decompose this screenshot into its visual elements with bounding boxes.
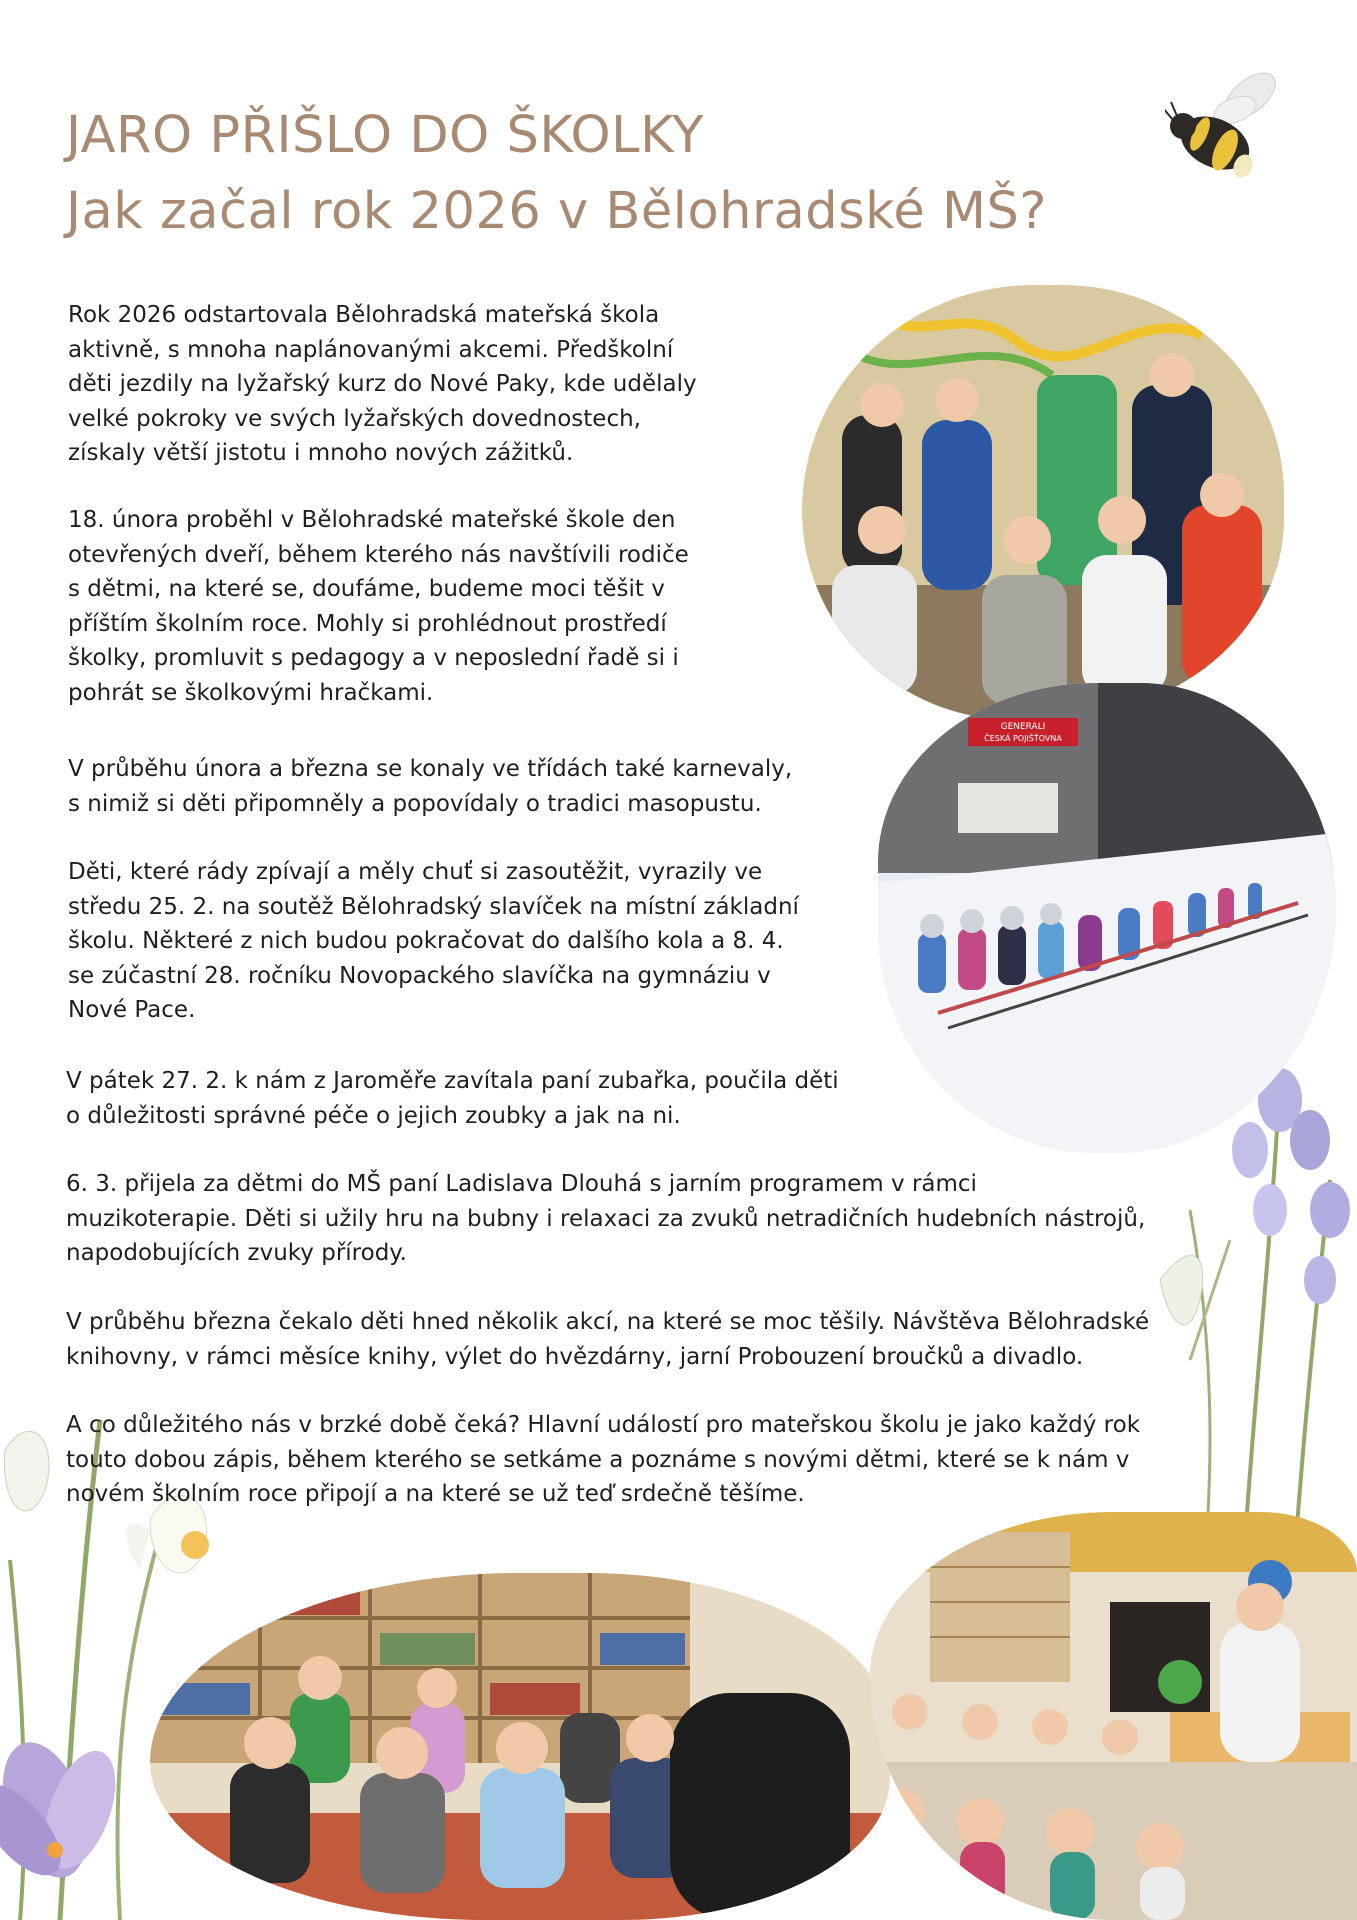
ski-course-photo — [878, 683, 1336, 1153]
paragraph-dentist: V pátek 27. 2. k nám z Jaroměře zavítala paní zubařka, poučila děti o důležitosti správné péče o jejich zoubky a jak na ni. — [66, 1068, 839, 1129]
title-line-2: Jak začal rok 2026 v Bělohradské MŠ? — [66, 182, 1047, 241]
ski-sign-line-2: ČESKÁ POJIŠŤOVNA — [984, 734, 1062, 743]
paragraph-ski-course: Rok 2026 odstartovala Bělohradská mateřská škola aktivně, s mnoha naplánovanými akcemi. Předškolní děti jezdily na lyžařský kurz do Nové Paky, kde udělaly velké pokroky ve svých lyžařských dovednostech, získaly větší jistotu i mnoho nových zážitků. — [68, 302, 697, 466]
paragraph-singing-contest: Děti, které rády zpívají a měly chuť si zasoutěžit, vyrazily ve středu 25. 2. na soutěž Bělohradský slavíček na místní základní školu. Některé z nich budou pokračovat do dalšího kola a 8. 4. se zúčastní 28. ročníku Novopackého slavíčka na gymnáziu v Nové Pace. — [68, 859, 799, 1023]
library-photo — [150, 1573, 890, 1920]
paragraph-carnival: V průběhu února a března se konaly ve třídách také karnevaly, s nimiž si děti připomněly a popovídaly o tradici masopustu. — [68, 756, 793, 817]
carnival-photo — [802, 285, 1284, 720]
paragraph-open-day: 18. února proběhl v Bělohradské mateřské škole den otevřených dveří, během kterého nás navštívili rodiče s dětmi, na které se, doufáme, budeme moci těšit v příštím školním roce. Mohly si prohlédnout prostředí školky, promluvit s pedagogy a v neposlední řadě si i pohrát se školkovými hračkami. — [68, 507, 689, 706]
title-line-1: JARO PŘIŠLO DO ŠKOLKY — [66, 106, 704, 165]
paragraph-march-events: V průběhu března čekalo děti hned několik akcí, na které se moc těšily. Návštěva Bělohradské knihovny, v rámci měsíce knihy, výlet do hvězdárny, jarní Probouzení broučků a divadlo. — [66, 1309, 1150, 1370]
page-title — [66, 98, 1047, 250]
bee-illustration — [1165, 58, 1290, 193]
paragraph-music-therapy: 6. 3. přijela za dětmi do MŠ paní Ladislava Dlouhá s jarním programem v rámci muzikoterapie. Děti si užily hru na bubny i relaxaci za zvuků netradičních hudebních nástrojů, napodobujících zvuky přírody. — [66, 1171, 1146, 1266]
paragraph-enrollment: A co důležitého nás v brzké době čeká? Hlavní událostí pro mateřskou školu je jako každý rok touto dobou zápis, během kterého se setkáme a poznáme s novými dětmi, které se k nám v novém školním roce připojí a na které se už teď srdečně těšíme. — [66, 1412, 1141, 1507]
music-therapy-photo — [870, 1512, 1357, 1920]
ski-sign-line-1: GENERALI — [1000, 722, 1046, 732]
